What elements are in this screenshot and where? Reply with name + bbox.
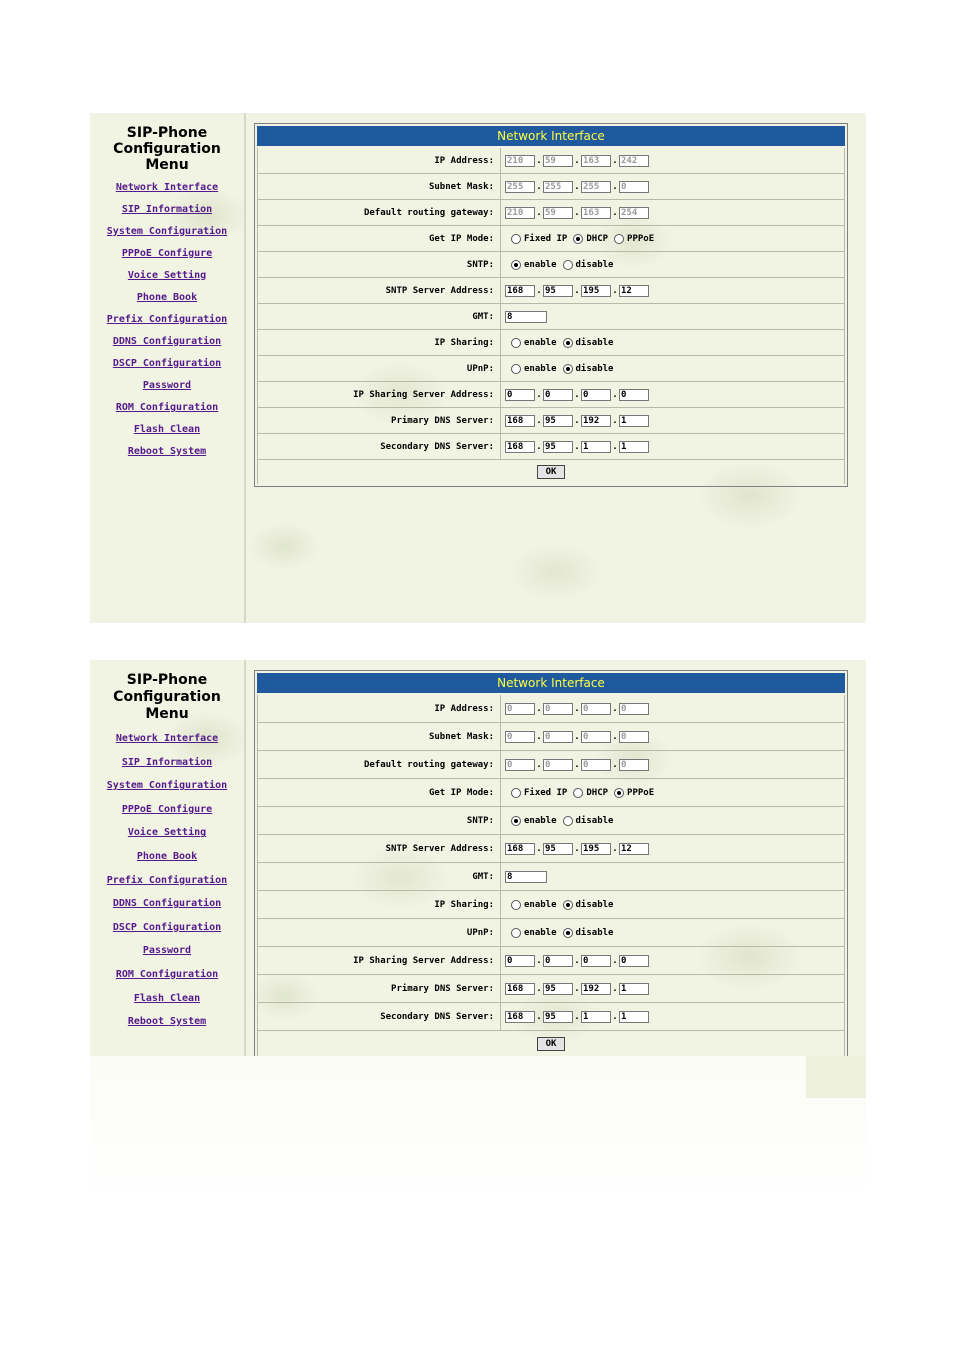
ip-mode-option-label: DHCP bbox=[586, 233, 609, 244]
ip-mode-radio-pppoe[interactable] bbox=[614, 234, 624, 244]
row-ip-sharing bbox=[257, 891, 845, 919]
ok-row bbox=[257, 1031, 845, 1056]
screenshot-1 bbox=[90, 113, 866, 623]
menu-link-reboot-system[interactable]: Reboot System bbox=[127, 446, 207, 457]
octet-separator: . bbox=[612, 389, 618, 400]
sntp-server-value bbox=[501, 278, 845, 303]
upnp-label: UPnP: bbox=[257, 356, 501, 381]
octet-separator: . bbox=[536, 983, 542, 994]
menu-link-voice-setting[interactable]: Voice Setting bbox=[127, 827, 207, 839]
ok-button[interactable]: OK bbox=[537, 465, 566, 479]
ip-address-octet-3[interactable]: 163 bbox=[581, 155, 611, 167]
row-subnet-mask bbox=[257, 723, 845, 751]
sntp-radio-disable[interactable] bbox=[563, 260, 573, 270]
octet-separator: . bbox=[574, 759, 580, 770]
sntp-radio-enable[interactable] bbox=[511, 260, 521, 270]
ip-address-octet-1[interactable]: 210 bbox=[505, 155, 535, 167]
row-ip-address bbox=[257, 695, 845, 723]
gateway-octet-3[interactable]: 163 bbox=[581, 207, 611, 219]
menu-list bbox=[90, 177, 244, 463]
sidebar-menu bbox=[90, 660, 246, 1056]
ip-mode-radio-fixed-ip[interactable] bbox=[511, 234, 521, 244]
ip-mode-radio-dhcp[interactable] bbox=[573, 234, 583, 244]
sntp-option-label: disable bbox=[575, 815, 614, 826]
ip-sharing-option-label: disable bbox=[575, 899, 614, 910]
ip-address-label: IP Address: bbox=[257, 148, 501, 173]
subnet-mask-value bbox=[501, 723, 845, 750]
ip-address-octet-2[interactable]: 0 bbox=[543, 703, 573, 715]
row-gmt bbox=[257, 863, 845, 891]
octet-separator: . bbox=[536, 703, 542, 714]
secondary-dns-octet-1[interactable]: 168 bbox=[505, 441, 535, 453]
octet-separator: . bbox=[612, 759, 618, 770]
secondary-dns-value bbox=[501, 434, 845, 459]
subnet-mask-octet-2[interactable]: 255 bbox=[543, 181, 573, 193]
octet-separator: . bbox=[612, 843, 618, 854]
row-upnp bbox=[257, 356, 845, 382]
row-ip-mode bbox=[257, 779, 845, 807]
sntp-server-value bbox=[501, 835, 845, 862]
octet-separator: . bbox=[574, 983, 580, 994]
gateway-octet-4[interactable]: 254 bbox=[619, 207, 649, 219]
row-sntp-server bbox=[257, 835, 845, 863]
octet-separator: . bbox=[574, 441, 580, 452]
ip-sharing-option-label: disable bbox=[575, 337, 614, 348]
ip-address-value bbox=[501, 148, 845, 173]
row-ip-address bbox=[257, 148, 845, 174]
primary-dns-octet-2[interactable]: 95 bbox=[543, 983, 573, 995]
octet-separator: . bbox=[612, 181, 618, 192]
gateway-label: Default routing gateway: bbox=[257, 200, 501, 225]
gateway-octet-4[interactable]: 0 bbox=[619, 759, 649, 771]
ip-sharing-option-label: enable bbox=[524, 899, 557, 910]
sntp-server-octet-2[interactable]: 95 bbox=[543, 285, 573, 297]
octet-separator: . bbox=[612, 207, 618, 218]
sntp-option-label: disable bbox=[575, 259, 614, 270]
ip-address-octet-4[interactable]: 0 bbox=[619, 703, 649, 715]
network-interface-panel bbox=[254, 123, 848, 487]
sntp-server-label: SNTP Server Address: bbox=[257, 835, 501, 862]
ip-sharing-value bbox=[501, 330, 845, 355]
menu-link-dscp-configuration[interactable]: DSCP Configuration bbox=[112, 358, 222, 369]
ip-sharing-option-label: enable bbox=[524, 337, 557, 348]
gmt-input[interactable]: 8 bbox=[505, 311, 547, 323]
row-secondary-dns bbox=[257, 1003, 845, 1031]
upnp-radio-disable[interactable] bbox=[563, 364, 573, 374]
octet-separator: . bbox=[612, 703, 618, 714]
ip-sharing-radio-enable[interactable] bbox=[511, 900, 521, 910]
octet-separator: . bbox=[536, 155, 542, 166]
secondary-dns-octet-2[interactable]: 95 bbox=[543, 441, 573, 453]
primary-dns-value bbox=[501, 408, 845, 433]
gmt-label: GMT: bbox=[257, 863, 501, 890]
octet-separator: . bbox=[612, 155, 618, 166]
row-gmt bbox=[257, 304, 845, 330]
octet-separator: . bbox=[574, 731, 580, 742]
sharing-server-octet-4[interactable]: 0 bbox=[619, 389, 649, 401]
menu-link-system-configuration[interactable]: System Configuration bbox=[106, 780, 228, 792]
subnet-mask-octet-3[interactable]: 255 bbox=[581, 181, 611, 193]
secondary-dns-octet-3[interactable]: 1 bbox=[581, 1011, 611, 1023]
upnp-option-label: enable bbox=[524, 927, 557, 938]
row-ip-sharing bbox=[257, 330, 845, 356]
octet-separator: . bbox=[612, 983, 618, 994]
sntp-server-label: SNTP Server Address: bbox=[257, 278, 501, 303]
subnet-mask-label: Subnet Mask: bbox=[257, 723, 501, 750]
gmt-value bbox=[501, 304, 845, 329]
subnet-mask-octet-4[interactable]: 0 bbox=[619, 181, 649, 193]
secondary-dns-octet-4[interactable]: 1 bbox=[619, 1011, 649, 1023]
gateway-label: Default routing gateway: bbox=[257, 751, 501, 778]
menu-link-password[interactable]: Password bbox=[142, 945, 192, 957]
ip-mode-option-label: PPPoE bbox=[627, 787, 655, 798]
gateway-octet-1[interactable]: 0 bbox=[505, 759, 535, 771]
ip-sharing-label: IP Sharing: bbox=[257, 891, 501, 918]
octet-separator: . bbox=[574, 207, 580, 218]
octet-separator: . bbox=[612, 285, 618, 296]
octet-separator: . bbox=[536, 843, 542, 854]
octet-separator: . bbox=[574, 389, 580, 400]
gateway-value bbox=[501, 751, 845, 778]
subnet-mask-octet-4[interactable]: 0 bbox=[619, 731, 649, 743]
menu-link-phone-book[interactable]: Phone Book bbox=[136, 292, 198, 303]
ip-sharing-radio-disable[interactable] bbox=[563, 900, 573, 910]
screenshot-2-background bbox=[90, 1056, 866, 1204]
ip-sharing-value bbox=[501, 891, 845, 918]
upnp-value bbox=[501, 356, 845, 381]
secondary-dns-label: Secondary DNS Server: bbox=[257, 434, 501, 459]
ip-mode-value bbox=[501, 226, 845, 251]
octet-separator: . bbox=[574, 1011, 580, 1022]
ip-mode-radio-pppoe[interactable] bbox=[614, 788, 624, 798]
menu-link-voice-setting[interactable]: Voice Setting bbox=[127, 270, 207, 281]
gateway-octet-2[interactable]: 59 bbox=[543, 207, 573, 219]
upnp-value bbox=[501, 919, 845, 946]
gmt-label: GMT: bbox=[257, 304, 501, 329]
row-primary-dns bbox=[257, 408, 845, 434]
menu-link-sip-information[interactable]: SIP Information bbox=[121, 204, 213, 215]
menu-link-system-configuration[interactable]: System Configuration bbox=[106, 226, 228, 237]
upnp-option-label: disable bbox=[575, 363, 614, 374]
network-interface-panel bbox=[254, 670, 848, 1056]
sntp-option-label: enable bbox=[524, 815, 557, 826]
sntp-value bbox=[501, 807, 845, 834]
primary-dns-octet-3[interactable]: 192 bbox=[581, 983, 611, 995]
octet-separator: . bbox=[536, 1011, 542, 1022]
sntp-server-octet-1[interactable]: 168 bbox=[505, 285, 535, 297]
octet-separator: . bbox=[574, 415, 580, 426]
sharing-server-label: IP Sharing Server Address: bbox=[257, 382, 501, 407]
subnet-mask-octet-1[interactable]: 0 bbox=[505, 731, 535, 743]
menu-link-rom-configuration[interactable]: ROM Configuration bbox=[115, 402, 219, 413]
background-edge bbox=[806, 1056, 866, 1098]
menu-link-reboot-system[interactable]: Reboot System bbox=[127, 1016, 207, 1028]
octet-separator: . bbox=[574, 955, 580, 966]
ok-button[interactable]: OK bbox=[537, 1037, 566, 1051]
subnet-mask-label: Subnet Mask: bbox=[257, 174, 501, 199]
octet-separator: . bbox=[612, 731, 618, 742]
upnp-radio-enable[interactable] bbox=[511, 364, 521, 374]
menu-link-pppoe-configure[interactable]: PPPoE Configure bbox=[121, 248, 213, 259]
row-sntp bbox=[257, 252, 845, 278]
menu-link-pppoe-configure[interactable]: PPPoE Configure bbox=[121, 803, 213, 815]
menu-link-flash-clean[interactable]: Flash Clean bbox=[133, 992, 201, 1004]
primary-dns-label: Primary DNS Server: bbox=[257, 408, 501, 433]
ip-address-value bbox=[501, 695, 845, 722]
sntp-server-octet-2[interactable]: 95 bbox=[543, 843, 573, 855]
ip-sharing-radio-enable[interactable] bbox=[511, 338, 521, 348]
upnp-radio-enable[interactable] bbox=[511, 928, 521, 938]
secondary-dns-octet-2[interactable]: 95 bbox=[543, 1011, 573, 1023]
menu-link-flash-clean[interactable]: Flash Clean bbox=[133, 424, 201, 435]
sntp-server-octet-1[interactable]: 168 bbox=[505, 843, 535, 855]
secondary-dns-octet-4[interactable]: 1 bbox=[619, 441, 649, 453]
menu-link-sip-information[interactable]: SIP Information bbox=[121, 756, 213, 768]
sidebar-menu bbox=[90, 113, 246, 623]
menu-list bbox=[90, 727, 244, 1034]
sntp-server-octet-4[interactable]: 12 bbox=[619, 843, 649, 855]
ip-mode-value bbox=[501, 779, 845, 806]
row-primary-dns bbox=[257, 975, 845, 1003]
sharing-server-value bbox=[501, 382, 845, 407]
row-secondary-dns bbox=[257, 434, 845, 460]
row-sharing-server bbox=[257, 382, 845, 408]
ip-mode-label: Get IP Mode: bbox=[257, 779, 501, 806]
octet-separator: . bbox=[536, 207, 542, 218]
menu-link-network-interface[interactable]: Network Interface bbox=[115, 182, 219, 193]
upnp-option-label: enable bbox=[524, 363, 557, 374]
primary-dns-octet-3[interactable]: 192 bbox=[581, 415, 611, 427]
primary-dns-octet-4[interactable]: 1 bbox=[619, 415, 649, 427]
ip-mode-option-label: DHCP bbox=[586, 787, 609, 798]
ip-address-octet-1[interactable]: 0 bbox=[505, 703, 535, 715]
menu-link-dscp-configuration[interactable]: DSCP Configuration bbox=[112, 921, 222, 933]
octet-separator: . bbox=[536, 181, 542, 192]
menu-link-prefix-configuration[interactable]: Prefix Configuration bbox=[106, 874, 228, 886]
gateway-octet-3[interactable]: 0 bbox=[581, 759, 611, 771]
octet-separator: . bbox=[574, 703, 580, 714]
ip-address-label: IP Address: bbox=[257, 695, 501, 722]
upnp-option-label: disable bbox=[575, 927, 614, 938]
octet-separator: . bbox=[536, 415, 542, 426]
subnet-mask-octet-2[interactable]: 0 bbox=[543, 731, 573, 743]
octet-separator: . bbox=[536, 285, 542, 296]
octet-separator: . bbox=[536, 731, 542, 742]
octet-separator: . bbox=[612, 955, 618, 966]
ip-sharing-label: IP Sharing: bbox=[257, 330, 501, 355]
menu-link-ddns-configuration[interactable]: DDNS Configuration bbox=[112, 898, 222, 910]
sntp-server-octet-3[interactable]: 195 bbox=[581, 843, 611, 855]
sntp-label: SNTP: bbox=[257, 807, 501, 834]
subnet-mask-value bbox=[501, 174, 845, 199]
menu-link-prefix-configuration[interactable]: Prefix Configuration bbox=[106, 314, 228, 325]
row-sntp bbox=[257, 807, 845, 835]
subnet-mask-octet-1[interactable]: 255 bbox=[505, 181, 535, 193]
secondary-dns-label: Secondary DNS Server: bbox=[257, 1003, 501, 1030]
octet-separator: . bbox=[574, 843, 580, 854]
secondary-dns-octet-1[interactable]: 168 bbox=[505, 1011, 535, 1023]
octet-separator: . bbox=[574, 181, 580, 192]
sntp-server-octet-4[interactable]: 12 bbox=[619, 285, 649, 297]
sntp-value bbox=[501, 252, 845, 277]
screenshot-2 bbox=[90, 660, 866, 1056]
sntp-option-label: enable bbox=[524, 259, 557, 270]
menu-link-password[interactable]: Password bbox=[142, 380, 192, 391]
octet-separator: . bbox=[612, 415, 618, 426]
octet-separator: . bbox=[612, 441, 618, 452]
sharing-server-octet-1[interactable]: 0 bbox=[505, 389, 535, 401]
ok-row bbox=[257, 460, 845, 484]
menu-title: SIP-Phone Configuration Menu bbox=[113, 125, 221, 173]
menu-link-rom-configuration[interactable]: ROM Configuration bbox=[115, 968, 219, 980]
gmt-value bbox=[501, 863, 845, 890]
menu-title: SIP-Phone Configuration Menu bbox=[113, 672, 221, 722]
primary-dns-value bbox=[501, 975, 845, 1002]
upnp-radio-disable[interactable] bbox=[563, 928, 573, 938]
panel-title: Network Interface bbox=[257, 126, 845, 146]
menu-link-phone-book[interactable]: Phone Book bbox=[136, 850, 198, 862]
sharing-server-octet-4[interactable]: 0 bbox=[619, 955, 649, 967]
primary-dns-octet-2[interactable]: 95 bbox=[543, 415, 573, 427]
sharing-server-octet-2[interactable]: 0 bbox=[543, 955, 573, 967]
secondary-dns-octet-3[interactable]: 1 bbox=[581, 441, 611, 453]
ip-mode-label: Get IP Mode: bbox=[257, 226, 501, 251]
panel-title: Network Interface bbox=[257, 673, 845, 693]
row-subnet-mask bbox=[257, 174, 845, 200]
sharing-server-octet-3[interactable]: 0 bbox=[581, 955, 611, 967]
row-sntp-server bbox=[257, 278, 845, 304]
sharing-server-label: IP Sharing Server Address: bbox=[257, 947, 501, 974]
ip-mode-option-label: Fixed IP bbox=[524, 787, 568, 798]
upnp-label: UPnP: bbox=[257, 919, 501, 946]
sharing-server-value bbox=[501, 947, 845, 974]
sntp-label: SNTP: bbox=[257, 252, 501, 277]
menu-link-network-interface[interactable]: Network Interface bbox=[115, 733, 219, 744]
octet-separator: . bbox=[536, 389, 542, 400]
row-gateway bbox=[257, 200, 845, 226]
sntp-radio-disable[interactable] bbox=[563, 816, 573, 826]
gmt-input[interactable]: 8 bbox=[505, 871, 547, 883]
ip-address-octet-4[interactable]: 242 bbox=[619, 155, 649, 167]
subnet-mask-octet-3[interactable]: 0 bbox=[581, 731, 611, 743]
primary-dns-label: Primary DNS Server: bbox=[257, 975, 501, 1002]
octet-separator: . bbox=[536, 441, 542, 452]
ip-mode-option-label: PPPoE bbox=[627, 233, 655, 244]
ip-mode-radio-dhcp[interactable] bbox=[573, 788, 583, 798]
menu-link-ddns-configuration[interactable]: DDNS Configuration bbox=[112, 336, 222, 347]
sharing-server-octet-1[interactable]: 0 bbox=[505, 955, 535, 967]
octet-separator: . bbox=[574, 285, 580, 296]
octet-separator: . bbox=[574, 155, 580, 166]
primary-dns-octet-4[interactable]: 1 bbox=[619, 983, 649, 995]
gateway-value bbox=[501, 200, 845, 225]
octet-separator: . bbox=[612, 1011, 618, 1022]
sntp-server-octet-3[interactable]: 195 bbox=[581, 285, 611, 297]
ip-address-octet-3[interactable]: 0 bbox=[581, 703, 611, 715]
secondary-dns-value bbox=[501, 1003, 845, 1030]
primary-dns-octet-1[interactable]: 168 bbox=[505, 983, 535, 995]
gateway-octet-1[interactable]: 210 bbox=[505, 207, 535, 219]
primary-dns-octet-1[interactable]: 168 bbox=[505, 415, 535, 427]
row-ip-mode bbox=[257, 226, 845, 252]
row-gateway bbox=[257, 751, 845, 779]
ip-sharing-radio-disable[interactable] bbox=[563, 338, 573, 348]
octet-separator: . bbox=[536, 955, 542, 966]
row-sharing-server bbox=[257, 947, 845, 975]
sntp-radio-enable[interactable] bbox=[511, 816, 521, 826]
gateway-octet-2[interactable]: 0 bbox=[543, 759, 573, 771]
row-upnp bbox=[257, 919, 845, 947]
ip-mode-radio-fixed-ip[interactable] bbox=[511, 788, 521, 798]
octet-separator: . bbox=[536, 759, 542, 770]
ip-address-octet-2[interactable]: 59 bbox=[543, 155, 573, 167]
ip-mode-option-label: Fixed IP bbox=[524, 233, 568, 244]
sharing-server-octet-3[interactable]: 0 bbox=[581, 389, 611, 401]
sharing-server-octet-2[interactable]: 0 bbox=[543, 389, 573, 401]
